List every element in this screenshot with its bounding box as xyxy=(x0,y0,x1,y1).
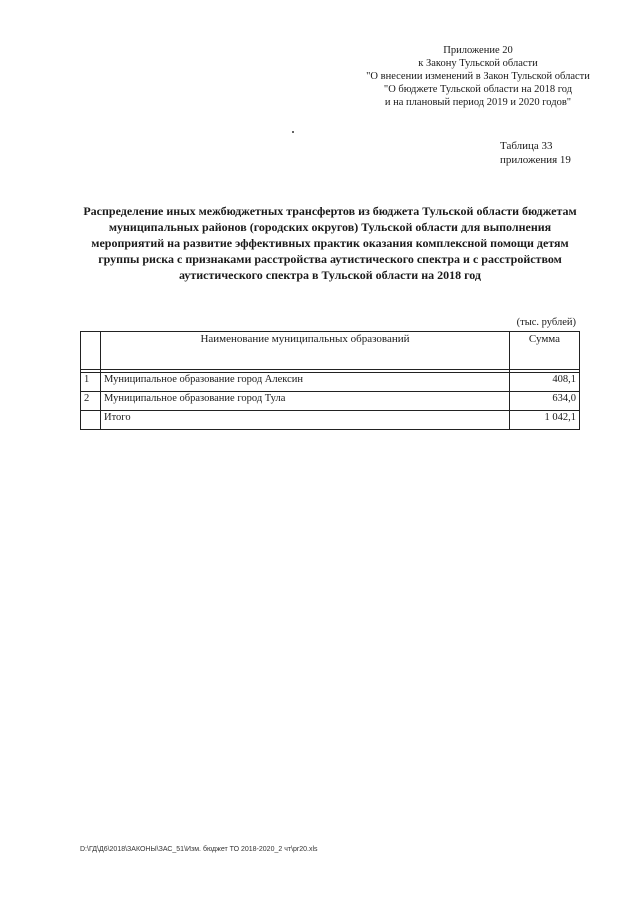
scan-dot xyxy=(292,131,294,133)
row-number: 1 xyxy=(81,373,101,392)
header-num-cell xyxy=(81,332,101,370)
document-title: Распределение иных межбюджетных трансфертов из бюджета Тульской области бюджетам муниципальных районов (городских округов) Тульской области для выполнения мероприятий на развитие эффективных практик оказания комплексной помощи детям группы риска с признаками расстройства аутистического спектра и с расстройством аутистического спектра в Тульской области на 2018 год xyxy=(83,204,577,282)
table-row xyxy=(81,373,580,392)
row-name: Муниципальное образование город Алексин xyxy=(101,373,510,392)
annex-line-4: "О бюджете Тульской области на 2018 год xyxy=(383,84,573,95)
row-name: Муниципальное образование город Тула xyxy=(101,392,510,411)
table-row xyxy=(81,392,580,411)
table-ref-line-1: Таблица 33 xyxy=(500,140,553,152)
total-num-cell xyxy=(81,411,101,430)
total-sum: 1 042,1 xyxy=(510,411,580,430)
row-number: 2 xyxy=(81,392,101,411)
footer-file-path: D:\ГД\Д6\2018\ЗАКОНЫ\ЗАС_51\Изм. бюджет ТО 2018-2020_2 чт\pr20.xls xyxy=(80,846,318,853)
table-header-row xyxy=(81,332,580,370)
table-total-row xyxy=(81,411,580,430)
header-name-cell: Наименование муниципальных образований xyxy=(101,332,510,370)
annex-header xyxy=(348,44,608,109)
table-ref-line-2: приложения 19 xyxy=(500,154,571,166)
row-sum: 408,1 xyxy=(510,373,580,392)
annex-line-5: и на плановый период 2019 и 2020 годов" xyxy=(384,97,572,108)
table-reference xyxy=(500,139,571,167)
total-label: Итого xyxy=(101,411,510,430)
units-label: (тыс. рублей) xyxy=(516,317,576,328)
row-sum: 634,0 xyxy=(510,392,580,411)
annex-line-1: Приложение 20 xyxy=(443,45,513,56)
distribution-table xyxy=(80,331,580,430)
annex-line-2: к Закону Тульской области xyxy=(418,58,538,69)
header-sum-cell: Сумма xyxy=(510,332,580,370)
annex-line-3: "О внесении изменений в Закон Тульской области xyxy=(366,71,590,82)
